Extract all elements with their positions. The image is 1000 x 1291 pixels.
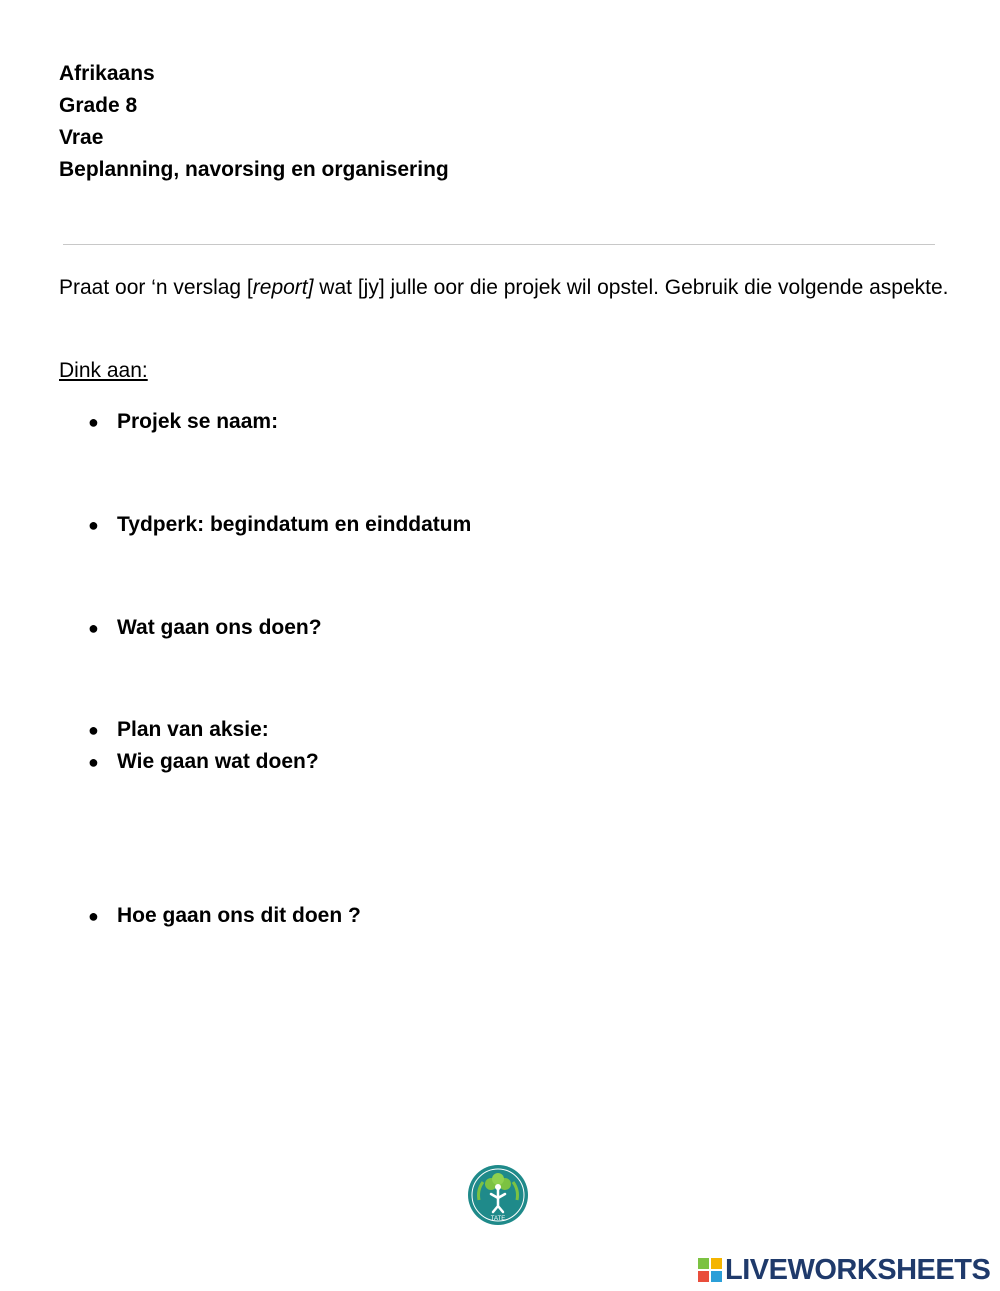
liveworksheets-logo-icon: [698, 1258, 722, 1282]
bullet-text: Wat gaan ons doen?: [117, 616, 322, 639]
logo-text: TATE: [490, 1216, 506, 1222]
bullet-item: [88, 406, 278, 438]
bullet-text: Hoe gaan ons dit doen ?: [117, 904, 361, 927]
bullet-dot: ●: [88, 752, 99, 772]
bullet-text: Plan van aksie:: [117, 718, 269, 741]
intro-paragraph: [59, 272, 959, 304]
intro-text-part2: wat [jy] julle oor die projek wil opstel. Gebruik die volgende aspekte.: [313, 276, 949, 299]
bullet-dot: ●: [88, 720, 99, 740]
liveworksheets-brand: [698, 1254, 990, 1286]
bullet-text: Tydperk: begindatum en einddatum: [117, 513, 472, 536]
bullet-item: [88, 714, 269, 746]
document-header: [59, 58, 449, 186]
bullet-item: [88, 509, 471, 541]
tate-logo-icon: [467, 1164, 529, 1226]
bullet-item: [88, 746, 319, 778]
bullet-dot: ●: [88, 618, 99, 638]
subject-title: Afrikaans: [59, 62, 155, 85]
bullet-dot: ●: [88, 515, 99, 535]
horizontal-divider: [63, 244, 935, 245]
bullet-dot: ●: [88, 412, 99, 432]
type-title: Vrae: [59, 126, 104, 149]
bullet-item: [88, 900, 361, 932]
bullet-dot: ●: [88, 906, 99, 926]
intro-text-part1: Praat oor ‘n verslag [: [59, 276, 253, 299]
dink-aan-label: Dink aan:: [59, 359, 148, 382]
bullet-text: Projek se naam:: [117, 410, 279, 433]
intro-text-italic: report]: [252, 276, 314, 299]
grade-title: Grade 8: [59, 94, 138, 117]
bullet-text: Wie gaan wat doen?: [117, 750, 319, 773]
topic-title: Beplanning, navorsing en organisering: [59, 158, 449, 181]
bullet-item: [88, 612, 322, 644]
liveworksheets-brand-text: LIVEWORKSHEETS: [725, 1253, 991, 1286]
